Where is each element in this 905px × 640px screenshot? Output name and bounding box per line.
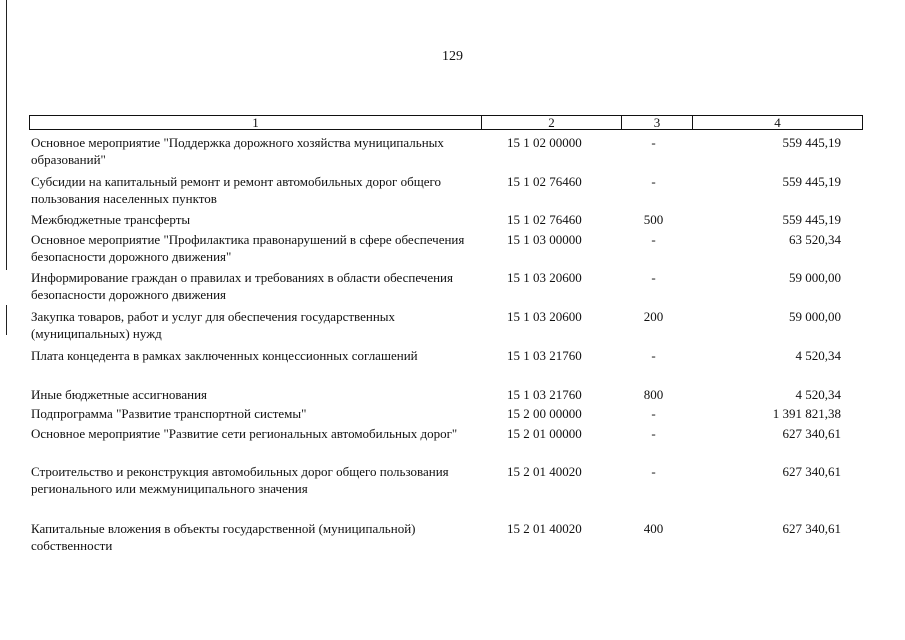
row-code: 15 1 02 76460 [507, 212, 582, 227]
row-type: - [651, 135, 656, 150]
row-name: Информирование граждан о правилах и требованиях в области обеспечения безопасности дорожного движения [31, 270, 453, 302]
header-col-1: 1 [30, 116, 482, 129]
row-code: 15 2 01 40020 [507, 464, 582, 479]
row-name: Основное мероприятие "Развитие сети региональных автомобильных дорог" [31, 426, 458, 441]
row-type: - [651, 232, 656, 247]
row-type: - [651, 174, 656, 189]
row-code: 15 1 03 21760 [507, 387, 582, 402]
row-amount: 627 340,61 [782, 426, 841, 441]
row-type: - [651, 464, 656, 479]
header-col-3: 3 [622, 116, 693, 129]
row-amount: 59 000,00 [789, 270, 841, 285]
row-amount: 627 340,61 [782, 464, 841, 479]
row-type: 400 [643, 521, 664, 536]
row-code: 15 1 03 21760 [507, 348, 582, 363]
row-code: 15 1 03 20600 [507, 270, 582, 285]
row-amount: 1 391 821,38 [772, 406, 841, 421]
row-type: 800 [643, 387, 664, 402]
row-name: Закупка товаров, работ и услуг для обеспечения государственных (муниципальных) нужд [31, 309, 396, 341]
row-name: Межбюджетные трансферты [31, 212, 191, 227]
row-type: - [651, 426, 656, 441]
row-name: Плата концедента в рамках заключенных концессионных соглашений [31, 348, 418, 363]
row-code: 15 1 03 00000 [507, 232, 582, 247]
row-amount: 559 445,19 [782, 212, 841, 227]
row-name: Основное мероприятие "Поддержка дорожного хозяйства муниципальных образований" [31, 135, 444, 167]
row-type: - [651, 348, 656, 363]
row-type: - [651, 406, 656, 421]
row-name: Капитальные вложения в объекты государственной (муниципальной) собственности [31, 521, 416, 553]
page-number: 129 [442, 49, 463, 64]
scan-edge-line-top [6, 0, 7, 270]
row-amount: 63 520,34 [789, 232, 841, 247]
header-col-4: 4 [774, 115, 781, 130]
row-amount: 59 000,00 [789, 309, 841, 324]
row-type: - [651, 270, 656, 285]
row-name: Строительство и реконструкция автомобильных дорог общего пользования регионального или межмуниципального значения [31, 464, 449, 496]
row-code: 15 2 01 40020 [507, 521, 582, 536]
scan-edge-line-bottom [6, 305, 7, 335]
row-amount: 559 445,19 [782, 174, 841, 189]
row-name: Субсидии на капитальный ремонт и ремонт автомобильных дорог общего пользования населенных пунктов [31, 174, 442, 206]
row-amount: 4 520,34 [795, 387, 841, 402]
row-code: 15 1 02 76460 [507, 174, 582, 189]
row-type: 200 [643, 309, 664, 324]
row-amount: 559 445,19 [782, 135, 841, 150]
row-name: Основное мероприятие "Профилактика правонарушений в сфере обеспечения безопасности дорожного движения" [31, 232, 465, 264]
row-type: 500 [643, 212, 664, 227]
header-col-2: 2 [482, 116, 622, 129]
row-name: Подпрограмма "Развитие транспортной системы" [31, 406, 307, 421]
row-code: 15 1 03 20600 [507, 309, 582, 324]
row-amount: 4 520,34 [795, 348, 841, 363]
row-amount: 627 340,61 [782, 521, 841, 536]
row-code: 15 2 01 00000 [507, 426, 582, 441]
row-code: 15 1 02 00000 [507, 135, 582, 150]
table-header [29, 115, 863, 130]
row-code: 15 2 00 00000 [507, 406, 582, 421]
row-name: Иные бюджетные ассигнования [31, 387, 208, 402]
